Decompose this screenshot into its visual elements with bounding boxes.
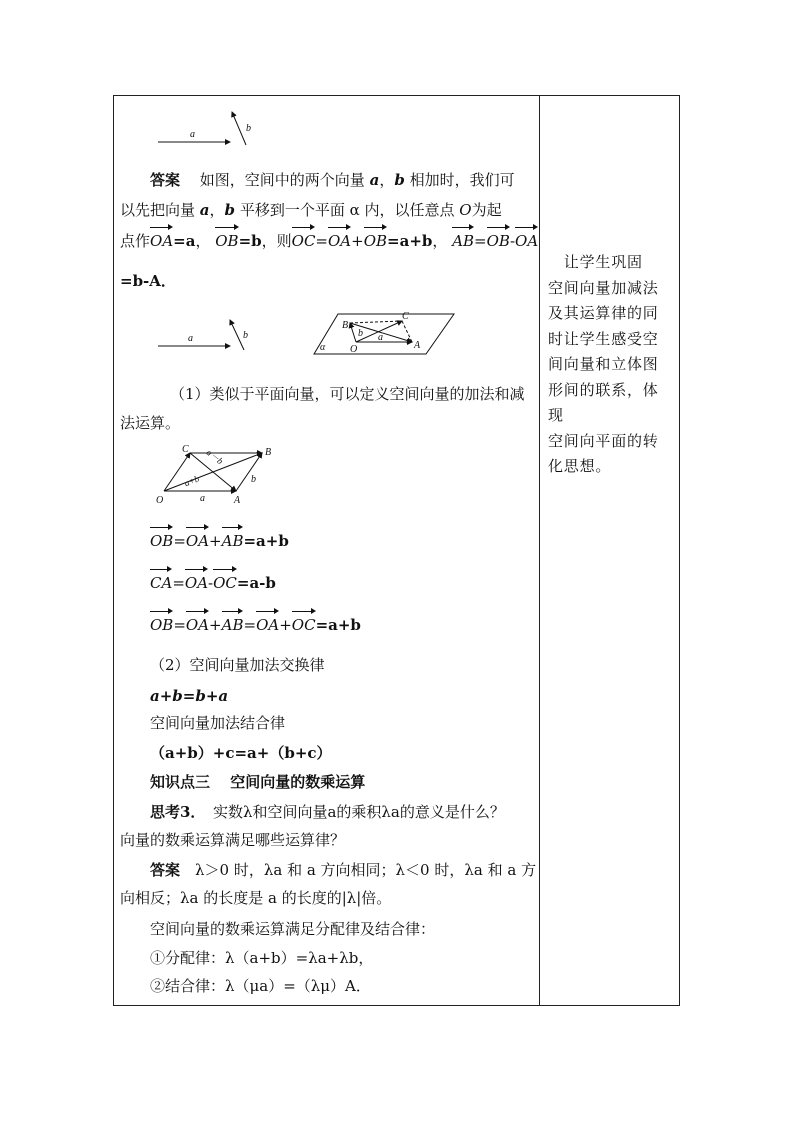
figure-vectors-ab-plane [150,310,460,360]
associative-law: （a+b）+c=a+（b+c） [150,744,332,762]
answer1-line3: 点作OA=a， OB=b，则OC=OA+OB=a+b， AB=OB-OA [120,232,539,250]
note-line: 让学生巩固 [548,253,643,271]
vector-b-arrow [230,320,244,350]
vector-a-label: a [190,129,195,140]
formula-ca: CA=OA-OC=a-b [150,574,276,592]
think3-line2: 向量的数乘运算满足哪些运算律？ [120,831,346,849]
laws-title: 空间向量的数乘运算满足分配律及结合律： [150,920,436,938]
note-line: 空间向平面的转 [548,431,659,450]
label-O: O [156,495,164,506]
label-b: b [251,474,256,485]
answer3-line2: 向相反；λa 的长度是 a 的长度的|λ|倍。 [120,889,392,907]
label-b-inner: b [358,328,363,339]
vector-b-label: b [246,123,251,134]
section2-title: （2）空间向量加法交换律 [150,656,325,674]
vector-a-label: a [188,333,193,344]
section1-line1: （1）类似于平面向量，可以定义空间向量的加法和减 [170,385,525,403]
label-O: O [350,344,358,355]
label-a-inner: a [378,332,383,343]
answer1-line2: 以先把向量 a，b 平移到一个平面 α 内，以任意点 O为起 [120,201,502,219]
column-divider [539,95,540,1006]
section1-line2: 法运算。 [120,414,181,432]
label-C: C [182,444,189,455]
answer3-line1: 答案 λ＞0 时，λa 和 a 方向相同；λ＜0 时，λa 和 a 方 [150,861,537,879]
answer1-line4: =b-A． [120,272,176,290]
answer-label: 答案 [150,171,181,189]
label-a-minus-b: a－b [204,447,226,467]
note-line: 形间的联系，体现 [548,380,659,424]
formula-ob-oc: OB=OA+AB=OA+OC=a+b [150,616,361,634]
figure-vectors-ab-top [150,105,270,155]
label-a-plus-b: a+b [182,473,201,489]
label-C: C [402,311,409,322]
label-B: B [265,447,272,458]
note-line: 间向量和立体图 [548,355,659,373]
note-line: 时让学生感受空 [548,329,659,348]
teaching-note [548,250,674,480]
label-alpha: α [320,342,326,353]
label-a: a [200,493,205,504]
think3-line1: 思考3． 实数λ和空间向量a的乘积λa的意义是什么？ [150,803,505,821]
label-A: A [234,495,241,506]
law-associative: ②结合律：λ（μa）=（λμ）A． [150,977,371,995]
vector-b-arrow [232,112,246,145]
note-line: 化思想。 [548,457,612,475]
figure-parallelogram [150,440,290,510]
plane-alpha [314,314,454,354]
formula-ob: OB=OA+AB=a+b [150,532,289,550]
assoc-title: 空间向量加法结合律 [150,714,286,732]
note-line: 及其运算律的同 [548,304,659,322]
note-line: 空间向量加减法 [548,278,659,297]
vector-b-label: b [243,330,248,341]
kp3-title: 知识点三 空间向量的数乘运算 [150,773,366,791]
label-B: B [342,320,349,331]
law-distributive: ①分配律：λ（a+b）=λa+λb， [150,949,374,967]
commutative-law: a+b=b+a [150,687,229,705]
answer1-line1: 答案 如图，空间中的两个向量 a，b 相加时，我们可 [150,171,515,189]
label-A: A [414,340,421,351]
